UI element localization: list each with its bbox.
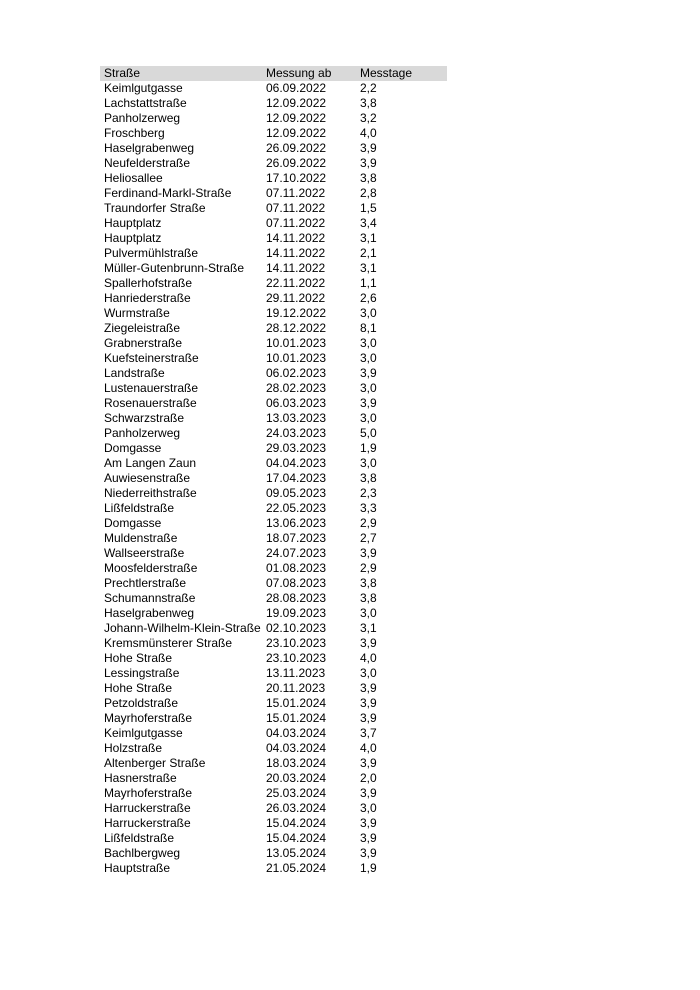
measurement-days-cell: 3,9	[360, 846, 377, 860]
measurement-days-cell: 3,8	[360, 171, 377, 185]
measurement-days-cell: 4,0	[360, 126, 377, 140]
street-cell: Harruckerstraße	[104, 816, 191, 830]
measurement-start-cell: 04.04.2023	[266, 456, 327, 470]
table-row	[100, 861, 447, 876]
street-cell: Domgasse	[104, 516, 162, 530]
street-cell: Hanriederstraße	[104, 291, 191, 305]
table-row	[100, 576, 447, 591]
street-cell: Mayrhoferstraße	[104, 786, 193, 800]
table-row	[100, 486, 447, 501]
street-cell: Am Langen Zaun	[104, 456, 197, 470]
header-row	[100, 66, 447, 81]
street-cell: Ziegeleistraße	[104, 321, 181, 335]
measurement-start-cell: 18.07.2023	[266, 531, 327, 545]
measurement-days-cell: 2,7	[360, 531, 377, 545]
measurement-days-cell: 2,9	[360, 516, 377, 530]
measurement-days-cell: 3,9	[360, 816, 377, 830]
table-row	[100, 651, 447, 666]
measurement-start-cell: 20.11.2023	[266, 681, 326, 695]
measurement-days-cell: 3,4	[360, 216, 377, 230]
table-row	[100, 96, 447, 111]
street-cell: Landstraße	[104, 366, 165, 380]
measurement-days-cell: 4,0	[360, 741, 377, 755]
measurement-start-cell: 24.07.2023	[266, 546, 327, 560]
street-cell: Petzoldstraße	[104, 696, 179, 710]
street-cell: Hohe Straße	[104, 681, 173, 695]
street-cell: Prechtlerstraße	[104, 576, 187, 590]
table-row	[100, 171, 447, 186]
measurement-start-cell: 12.09.2022	[266, 111, 327, 125]
measurement-days-cell: 2,6	[360, 291, 377, 305]
table-row	[100, 711, 447, 726]
measurement-start-cell: 07.11.2022	[266, 201, 326, 215]
table-row	[100, 141, 447, 156]
measurement-days-cell: 3,8	[360, 96, 377, 110]
measurement-days-cell: 3,7	[360, 726, 377, 740]
measurement-days-cell: 3,9	[360, 366, 377, 380]
street-cell: Bachlbergweg	[104, 846, 181, 860]
measurement-days-cell: 3,0	[360, 606, 377, 620]
measurement-start-cell: 22.05.2023	[266, 501, 327, 515]
table-row	[100, 291, 447, 306]
street-cell: Altenberger Straße	[104, 756, 206, 770]
table-row	[100, 396, 447, 411]
street-cell: Lessingstraße	[104, 666, 180, 680]
measurement-days-cell: 3,9	[360, 141, 377, 155]
measurement-start-cell: 10.01.2023	[266, 336, 327, 350]
table-row	[100, 756, 447, 771]
table-row	[100, 471, 447, 486]
street-cell: Johann-Wilhelm-Klein-Straße	[104, 621, 261, 635]
street-cell: Grabnerstraße	[104, 336, 183, 350]
table-row	[100, 501, 447, 516]
street-cell: Hauptplatz	[104, 216, 162, 230]
street-cell: Rosenauerstraße	[104, 396, 197, 410]
measurement-start-cell: 26.03.2024	[266, 801, 327, 815]
table-row	[100, 801, 447, 816]
table-row	[100, 846, 447, 861]
street-cell: Ferdinand-Markl-Straße	[104, 186, 232, 200]
street-cell: Wallseerstraße	[104, 546, 185, 560]
measurement-days-cell: 2,3	[360, 486, 377, 500]
street-cell: Domgasse	[104, 441, 162, 455]
table-row	[100, 606, 447, 621]
measurement-start-cell: 14.11.2022	[266, 246, 326, 260]
table-row	[100, 276, 447, 291]
measurement-start-cell: 20.03.2024	[266, 771, 327, 785]
measurement-start-cell: 15.01.2024	[266, 696, 327, 710]
street-cell: Mayrhoferstraße	[104, 711, 193, 725]
measurement-start-cell: 07.11.2022	[266, 186, 326, 200]
table-row	[100, 351, 447, 366]
table-row	[100, 156, 447, 171]
table-row	[100, 516, 447, 531]
measurement-days-cell: 3,9	[360, 756, 377, 770]
measurement-days-cell: 3,0	[360, 411, 377, 425]
street-cell: Schumannstraße	[104, 591, 196, 605]
measurement-start-cell: 26.09.2022	[266, 156, 327, 170]
table-row	[100, 816, 447, 831]
measurement-start-cell: 26.09.2022	[266, 141, 327, 155]
table-row	[100, 231, 447, 246]
measurement-start-cell: 22.11.2022	[266, 276, 326, 290]
table-row	[100, 546, 447, 561]
table-row	[100, 411, 447, 426]
measurement-start-cell: 13.05.2024	[266, 846, 327, 860]
table-row	[100, 81, 447, 96]
table-row	[100, 246, 447, 261]
street-cell: Heliosallee	[104, 171, 163, 185]
measurement-days-cell: 3,9	[360, 711, 377, 725]
column-header-measurement-start: Messung ab	[266, 66, 332, 80]
street-cell: Muldenstraße	[104, 531, 178, 545]
measurement-start-cell: 04.03.2024	[266, 741, 327, 755]
street-cell: Holzstraße	[104, 741, 163, 755]
measurement-start-cell: 28.08.2023	[266, 591, 327, 605]
street-cell: Haselgrabenweg	[104, 141, 195, 155]
measurement-start-cell: 15.01.2024	[266, 711, 327, 725]
measurement-start-cell: 14.11.2022	[266, 231, 326, 245]
measurement-start-cell: 07.11.2022	[266, 216, 326, 230]
street-cell: Hauptplatz	[104, 231, 162, 245]
street-cell: Lißfeldstraße	[104, 501, 175, 515]
measurement-start-cell: 12.09.2022	[266, 96, 327, 110]
table-row	[100, 426, 447, 441]
measurement-days-cell: 3,8	[360, 576, 377, 590]
measurement-start-cell: 17.04.2023	[266, 471, 327, 485]
measurement-days-cell: 3,8	[360, 471, 377, 485]
measurement-days-cell: 3,0	[360, 801, 377, 815]
measurement-start-cell: 19.09.2023	[266, 606, 327, 620]
street-cell: Kremsmünsterer Straße	[104, 636, 233, 650]
table-row	[100, 201, 447, 216]
measurement-days-cell: 3,9	[360, 546, 377, 560]
measurement-days-cell: 2,0	[360, 771, 377, 785]
measurement-start-cell: 18.03.2024	[266, 756, 327, 770]
measurement-days-cell: 3,0	[360, 351, 377, 365]
street-cell: Haselgrabenweg	[104, 606, 195, 620]
measurement-days-cell: 3,1	[360, 621, 377, 635]
street-cell: Neufelderstraße	[104, 156, 191, 170]
measurement-start-cell: 29.03.2023	[266, 441, 327, 455]
measurement-start-cell: 29.11.2022	[266, 291, 326, 305]
measurement-days-cell: 2,2	[360, 81, 377, 95]
street-cell: Lustenauerstraße	[104, 381, 199, 395]
measurement-start-cell: 23.10.2023	[266, 636, 327, 650]
table-row	[100, 261, 447, 276]
measurement-start-cell: 24.03.2023	[266, 426, 327, 440]
table-row	[100, 336, 447, 351]
street-cell: Hohe Straße	[104, 651, 173, 665]
street-cell: Kuefsteinerstraße	[104, 351, 199, 365]
measurement-start-cell: 04.03.2024	[266, 726, 327, 740]
measurement-days-cell: 3,9	[360, 786, 377, 800]
street-cell: Niederreithstraße	[104, 486, 197, 500]
measurement-table-container	[100, 66, 447, 876]
measurement-days-cell: 4,0	[360, 651, 377, 665]
measurement-start-cell: 19.12.2022	[266, 306, 327, 320]
table-row	[100, 306, 447, 321]
table-row	[100, 591, 447, 606]
measurement-start-cell: 28.12.2022	[266, 321, 327, 335]
table-row	[100, 831, 447, 846]
measurement-start-cell: 06.09.2022	[266, 81, 327, 95]
street-cell: Auwiesenstraße	[104, 471, 191, 485]
street-cell: Pulvermühlstraße	[104, 246, 199, 260]
street-cell: Lißfeldstraße	[104, 831, 175, 845]
table-row	[100, 321, 447, 336]
street-cell: Froschberg	[104, 126, 165, 140]
table-row	[100, 786, 447, 801]
measurement-table	[100, 66, 447, 876]
measurement-start-cell: 15.04.2024	[266, 831, 327, 845]
measurement-days-cell: 3,1	[360, 231, 377, 245]
measurement-days-cell: 3,1	[360, 261, 377, 275]
table-row	[100, 216, 447, 231]
measurement-days-cell: 3,8	[360, 591, 377, 605]
table-row	[100, 561, 447, 576]
measurement-days-cell: 1,1	[360, 276, 377, 290]
street-cell: Müller-Gutenbrunn-Straße	[104, 261, 245, 275]
measurement-days-cell: 2,1	[360, 246, 377, 260]
measurement-days-cell: 3,9	[360, 681, 377, 695]
column-header-street: Straße	[104, 66, 141, 80]
measurement-days-cell: 3,9	[360, 396, 377, 410]
column-header-measurement-days: Messtage	[360, 66, 413, 80]
table-row	[100, 366, 447, 381]
measurement-days-cell: 3,0	[360, 456, 377, 470]
table-row	[100, 441, 447, 456]
street-cell: Moosfelderstraße	[104, 561, 198, 575]
table-row	[100, 126, 447, 141]
measurement-days-cell: 1,9	[360, 441, 377, 455]
table-row	[100, 621, 447, 636]
measurement-days-cell: 3,2	[360, 111, 377, 125]
measurement-start-cell: 06.02.2023	[266, 366, 327, 380]
measurement-days-cell: 3,0	[360, 306, 377, 320]
measurement-days-cell: 3,0	[360, 666, 377, 680]
measurement-start-cell: 21.05.2024	[266, 861, 327, 875]
measurement-start-cell: 12.09.2022	[266, 126, 327, 140]
street-cell: Spallerhofstraße	[104, 276, 193, 290]
measurement-start-cell: 13.11.2023	[266, 666, 326, 680]
table-row	[100, 531, 447, 546]
measurement-start-cell: 01.08.2023	[266, 561, 327, 575]
measurement-days-cell: 3,9	[360, 696, 377, 710]
measurement-days-cell: 1,9	[360, 861, 377, 875]
measurement-days-cell: 3,0	[360, 381, 377, 395]
measurement-start-cell: 28.02.2023	[266, 381, 327, 395]
street-cell: Hasnerstraße	[104, 771, 177, 785]
street-cell: Hauptstraße	[104, 861, 171, 875]
table-row	[100, 456, 447, 471]
street-cell: Wurmstraße	[104, 306, 170, 320]
street-cell: Keimlgutgasse	[104, 726, 183, 740]
measurement-start-cell: 06.03.2023	[266, 396, 327, 410]
measurement-days-cell: 1,5	[360, 201, 377, 215]
street-cell: Panholzerweg	[104, 111, 181, 125]
measurement-days-cell: 2,9	[360, 561, 377, 575]
table-body	[100, 81, 447, 876]
measurement-days-cell: 8,1	[360, 321, 377, 335]
street-cell: Keimlgutgasse	[104, 81, 183, 95]
table-row	[100, 771, 447, 786]
street-cell: Schwarzstraße	[104, 411, 185, 425]
table-row	[100, 741, 447, 756]
street-cell: Panholzerweg	[104, 426, 181, 440]
table-row	[100, 381, 447, 396]
measurement-days-cell: 3,9	[360, 636, 377, 650]
measurement-days-cell: 2,8	[360, 186, 377, 200]
street-cell: Harruckerstraße	[104, 801, 191, 815]
measurement-start-cell: 15.04.2024	[266, 816, 327, 830]
measurement-days-cell: 3,0	[360, 336, 377, 350]
measurement-days-cell: 3,9	[360, 156, 377, 170]
measurement-start-cell: 23.10.2023	[266, 651, 327, 665]
street-cell: Traundorfer Straße	[104, 201, 206, 215]
measurement-start-cell: 09.05.2023	[266, 486, 327, 500]
measurement-days-cell: 3,3	[360, 501, 377, 515]
measurement-start-cell: 02.10.2023	[266, 621, 327, 635]
measurement-start-cell: 10.01.2023	[266, 351, 327, 365]
table-row	[100, 696, 447, 711]
table-row	[100, 726, 447, 741]
measurement-start-cell: 13.06.2023	[266, 516, 327, 530]
table-row	[100, 111, 447, 126]
table-row	[100, 681, 447, 696]
street-cell: Lachstattstraße	[104, 96, 187, 110]
table-row	[100, 636, 447, 651]
measurement-days-cell: 5,0	[360, 426, 377, 440]
table-row	[100, 186, 447, 201]
measurement-start-cell: 14.11.2022	[266, 261, 326, 275]
measurement-start-cell: 07.08.2023	[266, 576, 327, 590]
measurement-start-cell: 25.03.2024	[266, 786, 327, 800]
measurement-start-cell: 17.10.2022	[266, 171, 327, 185]
measurement-days-cell: 3,9	[360, 831, 377, 845]
table-row	[100, 666, 447, 681]
measurement-start-cell: 13.03.2023	[266, 411, 327, 425]
